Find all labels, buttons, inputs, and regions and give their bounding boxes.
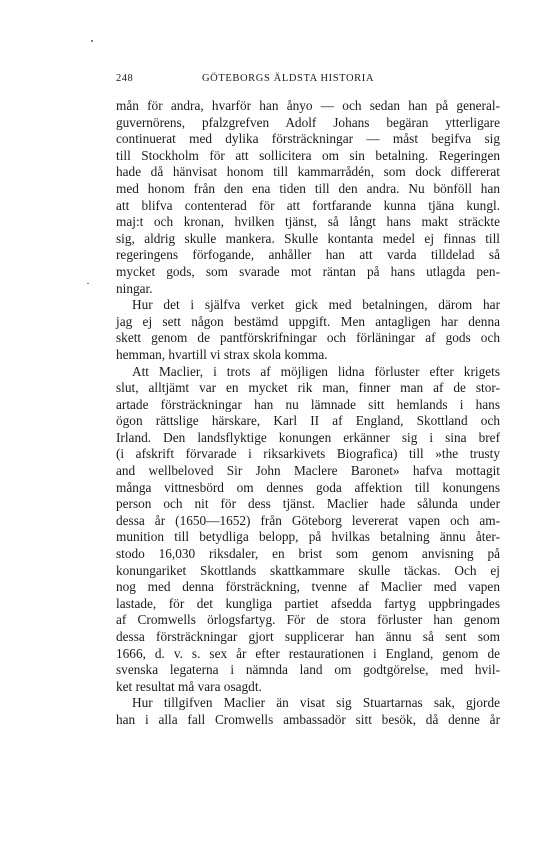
text-line: lastade, för det kungliga partiet afsedda fartyg uppbringades <box>116 595 500 611</box>
text-line: många vittnesbörd om dennes goda affektion till konungens <box>116 479 500 495</box>
text-line: stodo 16,030 riksdaler, en brist som genom anvisning på <box>116 546 500 562</box>
text-line: ningar. <box>116 280 153 296</box>
text-line: dessa år (1650—1652) från Göteborg levererat vapen och am- <box>116 512 500 528</box>
text-line: person och nit för dess tjänst. Maclier hade sålunda under <box>116 496 500 512</box>
running-title: GÖTEBORGS ÄLDSTA HISTORIA <box>202 73 375 84</box>
print-speck <box>87 283 89 284</box>
text-line: ögon rättslige härskare, Karl II af England, Skottland och <box>116 413 500 429</box>
text-line: mån för andra, hvarför han ånyo — och sedan han på general- <box>116 98 500 113</box>
text-line: and wellbeloved Sir John Maclere Baronet» hafva mottagit <box>116 463 500 479</box>
running-header <box>116 73 500 89</box>
text-line: artade försträckningar han nu lämnade sitt hemlands i hans <box>116 396 500 412</box>
text-line: nog med denna försträckning, tvenne af Maclier med vapen <box>116 579 500 595</box>
text-line: till Stockholm för att sollicitera om sin betalning. Regeringen <box>116 147 500 163</box>
text-line: Att Maclier, i trots af möjligen lidna förluster efter krigets <box>132 363 500 379</box>
text-line: sig, aldrig skulle mankera. Skulle kontanta medel ej finnas till <box>116 230 500 246</box>
text-line: hemman, hvartill vi strax skola komma. <box>116 346 328 362</box>
text-line: mycket gods, som svarade mot räntan på hans utlagda pen- <box>116 263 500 279</box>
text-line: Irland. Den landsflyktige konungen erkänner sig i sina bref <box>116 429 500 445</box>
text-line: slut, alltjämt var en mycket rik man, finner man af de stor- <box>116 380 500 396</box>
text-line: af Cromwells örlogsfartyg. För de stora förluster han genom <box>116 612 500 628</box>
text-line: regeringens förfogande, anhåller han att varda tilldelad så <box>116 247 500 263</box>
body-text <box>116 98 500 729</box>
text-line: guvernörens, pfalzgrefven Adolf Johans begäran ytterligare <box>116 114 500 130</box>
text-line: continuerat med dylika försträckningar — måst begifva sig <box>116 131 500 147</box>
text-line: Hur det i själfva verket gick med betalningen, därom har <box>132 297 500 313</box>
text-line: att blifva contenterad för att fortfarande kunna tjäna kungl. <box>116 197 500 213</box>
page-number: 248 <box>116 73 134 84</box>
text-line: jag ej sett någon bestämd uppgift. Men antagligen har denna <box>116 313 500 329</box>
text-line: han i alla fall Cromwells ambassadör sitt besök, då denne år <box>116 711 500 727</box>
text-line: Hur tillgifven Maclier än visat sig Stuartarnas sak, gjorde <box>132 695 500 711</box>
text-line: (i afskrift förvarade i riksarkivets Biografica) till »the trusty <box>116 446 500 462</box>
text-line: med honom från den ena tiden till den andra. Nu bönföll han <box>116 180 500 196</box>
text-line: dessa försträckningar gjort supplicerar han ännu så sent som <box>116 629 500 644</box>
text-line: ket resultat må vara osagdt. <box>116 678 262 694</box>
text-line: skett genom de pantförskrifningar och förläningar af gods och <box>116 330 500 346</box>
print-speck <box>91 40 93 42</box>
text-line: munition till betydliga belopp, på hvilkas betalning ännu åter- <box>116 529 500 545</box>
text-line: svenska legaterna i nämnda land om godtgörelse, med hvil- <box>116 662 500 678</box>
text-line: maj:t och kronan, hvilken tjänst, så långt hans makt sträckte <box>116 214 500 230</box>
text-line: 1666, d. v. s. sex år efter restaurationen i England, genom de <box>116 645 500 661</box>
text-line: hade då hänvisat honom till kammarrådén, som dock differerat <box>116 164 500 180</box>
text-line: konungariket Skottlands skattkammare skulle täckas. Och ej <box>116 562 500 578</box>
